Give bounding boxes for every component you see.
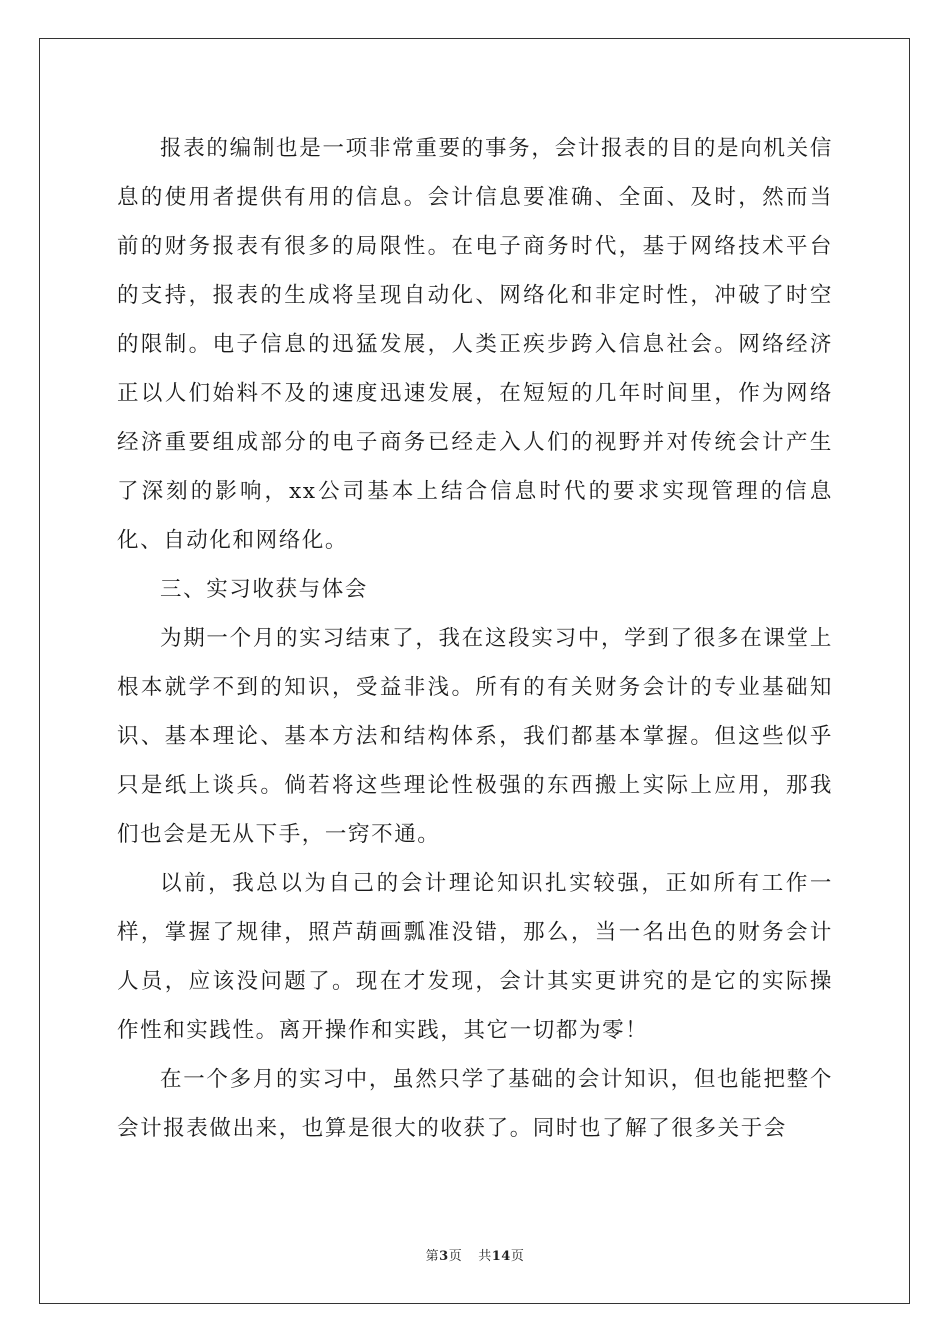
section-heading-internship-gains: 三、实习收获与体会	[160, 577, 368, 602]
total-pages-unit: 页	[510, 1249, 525, 1264]
paragraph-previous-belief: 以前，我总以为自己的会计理论知识扎实较强，正如所有工作一样，掌握了规律，照芦葫画瓢准没错，那么，当一名出色的财务会计人员，应该没问题了。现在才发现，会计其实更讲究的是它的实际操作性和实践性。离开操作和实践，其它一切都为零！	[117, 871, 833, 1043]
paragraph-report-compilation: 报表的编制也是一项非常重要的事务，会计报表的目的是向机关信息的使用者提供有用的信息。会计信息要准确、全面、及时，然而当前的财务报表有很多的局限性。在电子商务时代，基于网络技术平台的支持，报表的生成将呈现自动化、网络化和非定时性，冲破了时空的限制。电子信息的迅猛发展，人类正疾步跨入信息社会。网络经济正以人们始料不及的速度迅速发展，在短短的几年时间里，作为网络经济重要组成部分的电子商务已经走入人们的视野并对传统会计产生了深刻的影响，xx公司基本上结合信息时代的要求实现管理的信息化、自动化和网络化。	[117, 136, 833, 553]
total-pages-prefix: 共	[478, 1249, 492, 1264]
page-number-prefix: 第	[425, 1249, 440, 1264]
paragraph-internship-summary: 为期一个月的实习结束了，我在这段实习中，学到了很多在课堂上根本就学不到的知识，受益非浅。所有的有关财务会计的专业基础知识、基本理论、基本方法和结构体系，我们都基本掌握。但这些似乎只是纸上谈兵。倘若将这些理论性极强的东西搬上实际上应用，那我们也会是无从下手，一窍不通。	[117, 626, 833, 847]
page-number-unit: 页	[448, 1249, 463, 1264]
page-footer	[0, 1245, 950, 1264]
current-page-number: 3	[439, 1249, 449, 1264]
paragraph-internship-outcome: 在一个多月的实习中，虽然只学了基础的会计知识，但也能把整个会计报表做出来，也算是很大的收获了。同时也了解了很多关于会	[117, 1067, 833, 1141]
document-body	[117, 124, 833, 1153]
total-page-count: 14	[491, 1249, 511, 1264]
